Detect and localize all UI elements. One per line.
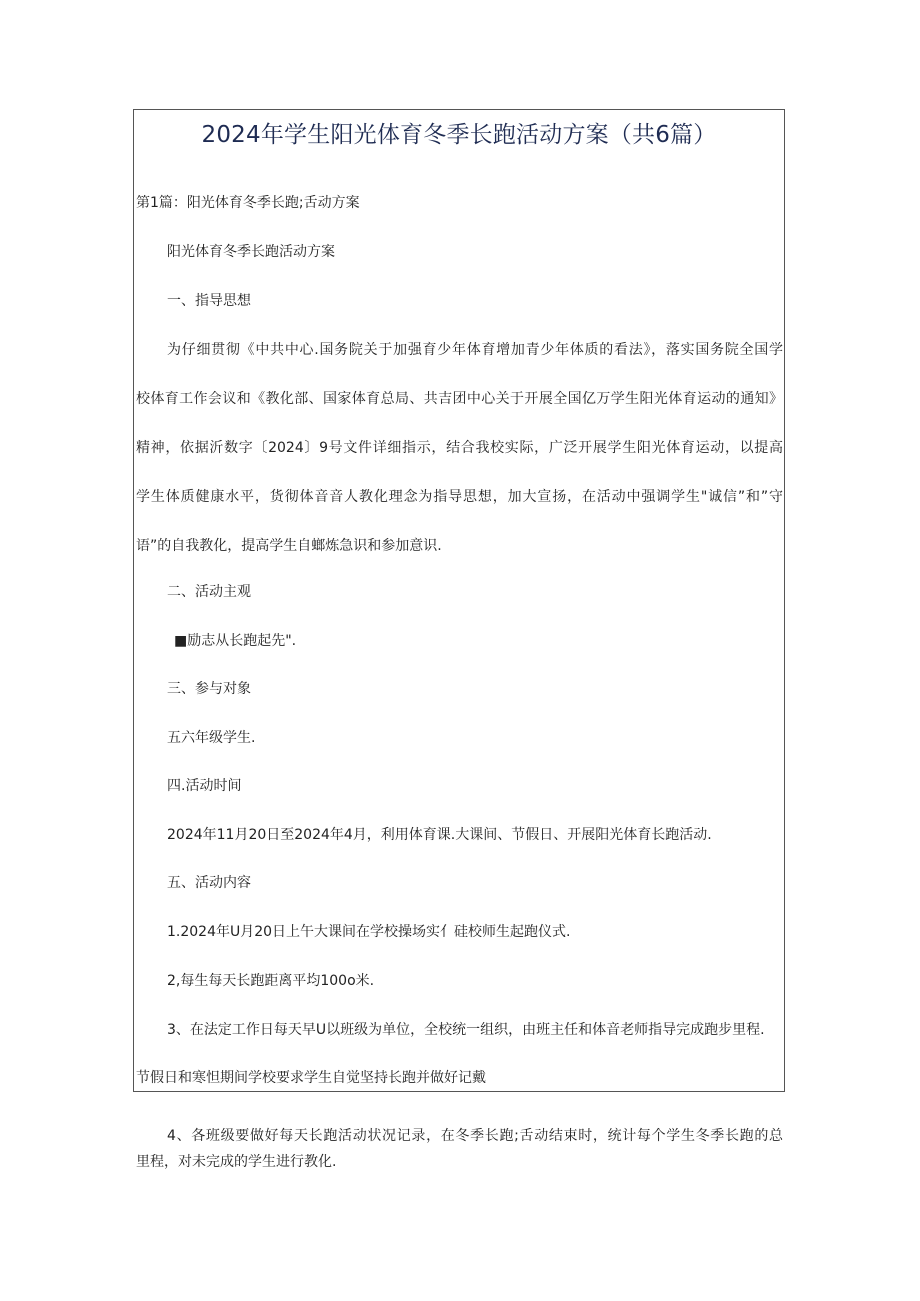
time-heading: 四.活动时间 [167, 778, 242, 794]
item-4-line-2: 里程，对未完成的学生进行教化. [136, 1154, 337, 1170]
content-item-2: 2,每生每天长跑距离平均100o米. [167, 973, 375, 989]
theme-text: ■励志从长跑起先". [174, 633, 297, 649]
content-item-3: 3、在法定工作日每天早U以班级为单位，全校统一组织，由班主任和体音老师指导完成跑步里程. [167, 1022, 765, 1038]
guiding-line-2: 校体育工作会议和《教化部、国家体育总局、共吉团中心关于开展全国亿万学生阳光体育运动的通知》 [136, 391, 783, 407]
participants-text: 五六年级学生. [167, 730, 256, 746]
participants-heading: 三、参与对象 [167, 681, 251, 697]
guiding-heading: 一、指导思想 [167, 293, 251, 309]
content-item-1: 1.2024年U月20日上午大课间在学校操场实亻硅校师生起跑仪式. [167, 924, 571, 940]
guiding-line-5: 语”的自我教化，提高学生自螂炼急识和参加意识. [136, 538, 442, 554]
theme-heading: 二、活动主观 [167, 584, 251, 600]
part-heading: 第1篇：阳光体育冬季长跑;舌动方案 [136, 195, 360, 211]
time-text: 2024年11月20日至2024年4月，利用体育课.大课间、节假日、开展阳光体育长跑活动. [167, 827, 712, 843]
plan-title: 阳光体育冬季长跑活动方案 [167, 244, 335, 260]
document-title: 2024年学生阳光体育冬季长跑活动方案（共6篇） [201, 122, 717, 148]
content-item-3-cont: 节假日和寒怛期间学校要求学生自觉坚持长跑并做好记戴 [136, 1070, 486, 1086]
content-heading: 五、活动内容 [167, 875, 251, 891]
guiding-line-1: 为仔细贯彻《中共中心.国务院关于加强育少年体育增加青少年体质的看法》，落实国务院全国学 [167, 342, 783, 358]
guiding-line-3: 精神，依据沂数字〔2024〕9号文件详细指示，结合我校实际，广泛开展学生阳光体育运动，以提高 [136, 440, 783, 456]
guiding-line-4: 学生体质健康水平，货彻体音音人教化理念为指导思想，加大宣扬，在活动中强调学生"诚信”和”守 [136, 489, 783, 505]
item-4-line-1: 4、各班级要做好每天长跑活动状况记录，在冬季长跑;舌动结束时，统计每个学生冬季长跑的总 [167, 1128, 783, 1144]
